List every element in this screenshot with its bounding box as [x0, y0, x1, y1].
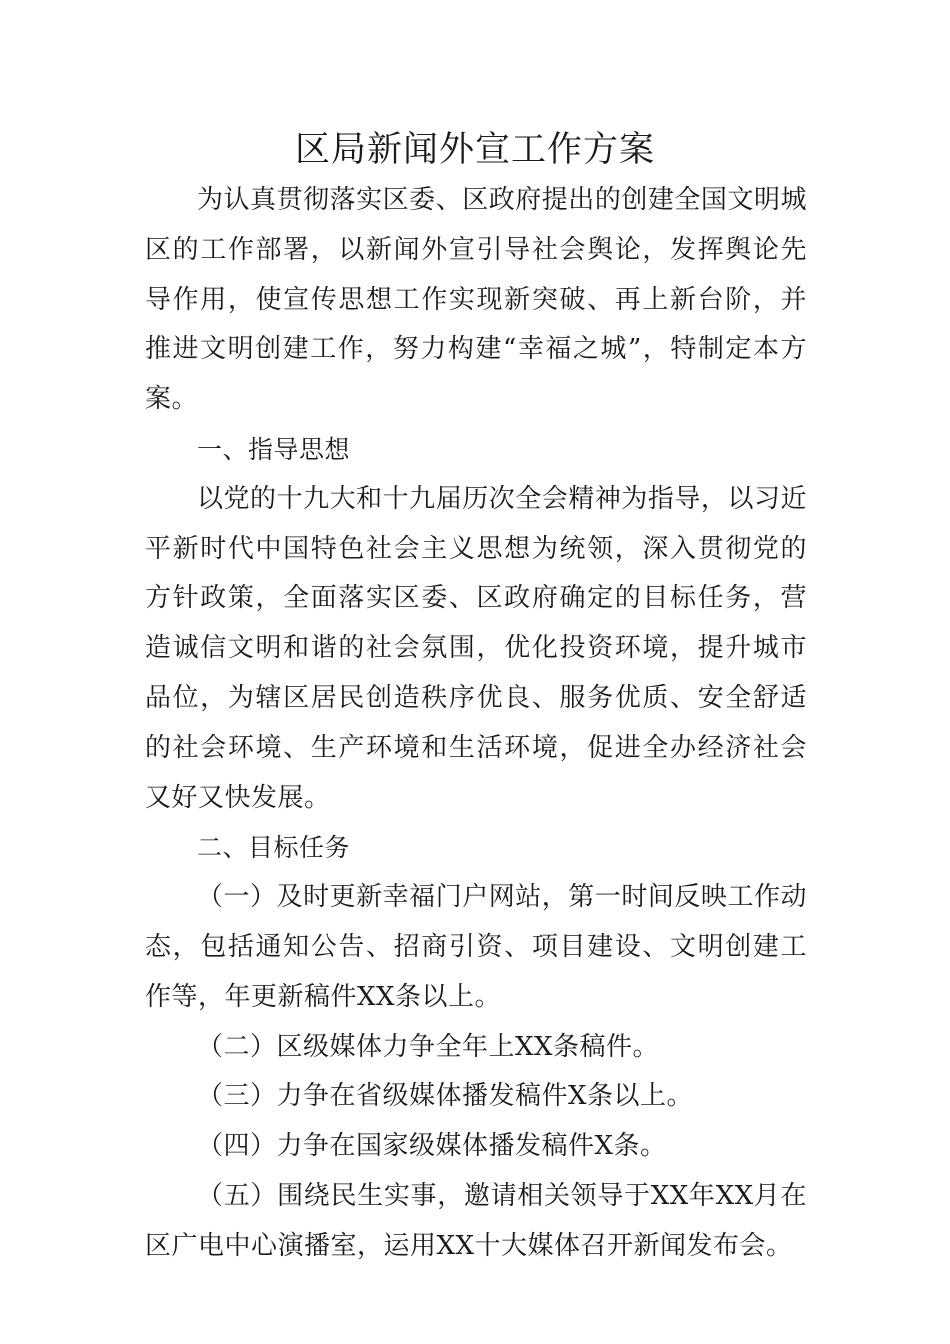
intro-paragraph: 为认真贯彻落实区委、区政府提出的创建全国文明城区的工作部署，以新闻外宣引导社会舆论，发挥舆论先导作用，使宣传思想工作实现新突破、再上新台阶，并推进文明创建工作，努力构建“幸福之城”，特制定本方案。 [145, 185, 807, 415]
guiding-ideology-paragraph: 以党的十九大和十九届历次全会精神为指导，以习近平新时代中国特色社会主义思想为统领，深入贯彻党的方针政策，全面落实区委、区政府确定的目标任务，营造诚信文明和谐的社会氛围，优化投资环境，提升城市品位，为辖区居民创造秩序优良、服务优质、安全舒适的社会环境、生产环境和生活环境，促进全办经济社会又好又快发展。 [145, 483, 807, 813]
task-item-5: （五）围绕民生实事，邀请相关领导于XX年XX月在区广电中心演播室，运用XX十大媒体召开新闻发布会。 [145, 1180, 807, 1261]
task-item-2: （二）区级媒体力争全年上XX条稿件。 [197, 1031, 660, 1062]
document-body [145, 176, 807, 1272]
section-heading-goals-tasks: 二、目标任务 [197, 833, 351, 863]
section-heading-guiding-ideology: 一、指导思想 [197, 434, 351, 464]
document-title: 区局新闻外宣工作方案 [294, 130, 655, 170]
task-item-1: （一）及时更新幸福门户网站，第一时间反映工作动态，包括通知公告、招商引资、项目建设、文明创建工作等，年更新稿件XX条以上。 [145, 882, 807, 1012]
task-item-4: （四）力争在国家级媒体播发稿件X条。 [197, 1131, 667, 1162]
task-item-3: （三）力争在省级媒体播发稿件X条以上。 [197, 1081, 694, 1112]
